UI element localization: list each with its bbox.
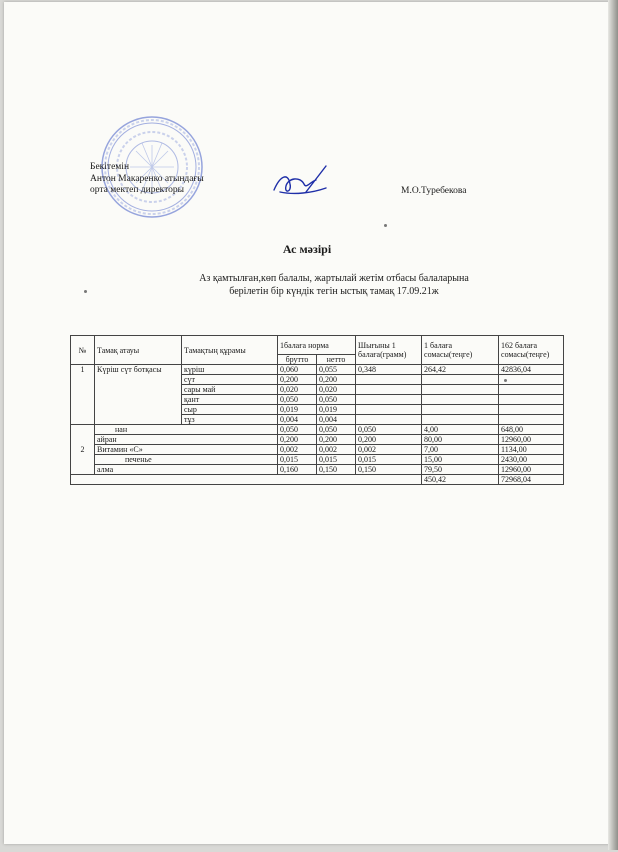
table-row (71, 445, 564, 455)
item-cost-all: 12960,00 (499, 465, 564, 475)
header-consumption: Шығыны 1 балаға(грамм) (356, 336, 422, 365)
item-gross: 0,050 (278, 425, 317, 435)
item-cost-all: 2430,00 (499, 455, 564, 465)
item-gross: 0,015 (278, 455, 317, 465)
table-row (71, 455, 564, 465)
item-cost-all: 12960,00 (499, 435, 564, 445)
item-net: 0,200 (317, 435, 356, 445)
item-gross: 0,004 (278, 415, 317, 425)
group2-num: 2 (71, 425, 95, 475)
item-name: алма (95, 465, 278, 475)
group1-name: Күріш сүт ботқасы (95, 365, 182, 425)
item-name: тұз (182, 415, 278, 425)
item-gross: 0,160 (278, 465, 317, 475)
item-cost-all: 1134,00 (499, 445, 564, 455)
item-gross: 0,002 (278, 445, 317, 455)
approval-line-2: Антон Макаренко атындағы (90, 173, 204, 184)
item-consumption: 0,200 (356, 435, 422, 445)
item-cost-one: 79,50 (422, 465, 499, 475)
item-net: 0,150 (317, 465, 356, 475)
item-name: печенье (95, 455, 278, 465)
item-cost-one: 15,00 (422, 455, 499, 465)
scan-speck (384, 224, 387, 227)
item-name: нан (95, 425, 278, 435)
table-row (71, 465, 564, 475)
item-gross: 0,200 (278, 375, 317, 385)
header-composition: Тамақтың құрамы (182, 336, 278, 365)
totals-row (71, 475, 564, 485)
table-header-row (71, 336, 564, 355)
item-net: 0,004 (317, 415, 356, 425)
total-cost-all: 72968,04 (499, 475, 564, 485)
subtitle-line-2: берілетін бір күндік тегін ыстық тамақ 17.09.21ж (229, 286, 439, 297)
item-consumption: 0,050 (356, 425, 422, 435)
item-consumption: 0,150 (356, 465, 422, 475)
table-row (71, 435, 564, 445)
item-consumption: 0,002 (356, 445, 422, 455)
table-row (71, 365, 564, 375)
item-net: 0,050 (317, 425, 356, 435)
header-net: нетто (317, 355, 356, 365)
total-cost-one: 450,42 (422, 475, 499, 485)
header-cost-all: 162 балаға сомасы(теңге) (499, 336, 564, 365)
document-page (4, 2, 610, 844)
item-name: күріш (182, 365, 278, 375)
item-gross: 0,020 (278, 385, 317, 395)
item-gross: 0,060 (278, 365, 317, 375)
subtitle-line-1: Аз қамтылған,көп балалы, жартылай жетім отбасы балаларына (199, 273, 469, 284)
item-net: 0,015 (317, 455, 356, 465)
item-gross: 0,019 (278, 405, 317, 415)
item-cost-all: 648,00 (499, 425, 564, 435)
item-cost-one: 7,00 (422, 445, 499, 455)
document-title: Ас мәзірі (282, 242, 332, 256)
approval-block (90, 162, 204, 197)
header-gross: брутто (278, 355, 317, 365)
scan-edge-shadow (608, 0, 618, 850)
item-name: айран (95, 435, 278, 445)
item-net: 0,019 (317, 405, 356, 415)
item-cost-one: 4,00 (422, 425, 499, 435)
table-row (71, 425, 564, 435)
item-cost-one: 264,42 (422, 365, 499, 375)
header-num: № (71, 336, 95, 365)
item-name: Витамин «С» (95, 445, 278, 455)
group1-num: 1 (71, 365, 95, 425)
item-consumption: 0,348 (356, 365, 422, 375)
item-gross: 0,050 (278, 395, 317, 405)
item-cost-all: 42836,04 (499, 365, 564, 375)
item-name: қант (182, 395, 278, 405)
item-name: сары май (182, 385, 278, 395)
item-net: 0,020 (317, 385, 356, 395)
approval-line-1: Бекітемін (90, 162, 130, 172)
item-net: 0,002 (317, 445, 356, 455)
item-name: сүт (182, 375, 278, 385)
item-net: 0,055 (317, 365, 356, 375)
item-consumption: 0,015 (356, 455, 422, 465)
item-net: 0,200 (317, 375, 356, 385)
item-net: 0,050 (317, 395, 356, 405)
director-signature (266, 162, 332, 202)
scan-speck (84, 290, 87, 293)
header-cost-one: 1 балаға сомасы(теңге) (422, 336, 499, 365)
header-norm: 1балаға норма (278, 336, 356, 355)
document-subtitle (124, 272, 544, 298)
director-name: М.О.Туребекова (401, 186, 467, 196)
item-gross: 0,200 (278, 435, 317, 445)
scan-speck (504, 379, 507, 382)
item-name: сыр (182, 405, 278, 415)
approval-line-3: орта мектеп директоры (90, 185, 185, 195)
menu-table (70, 335, 564, 485)
header-food-name: Тамақ атауы (95, 336, 182, 365)
item-cost-one: 80,00 (422, 435, 499, 445)
